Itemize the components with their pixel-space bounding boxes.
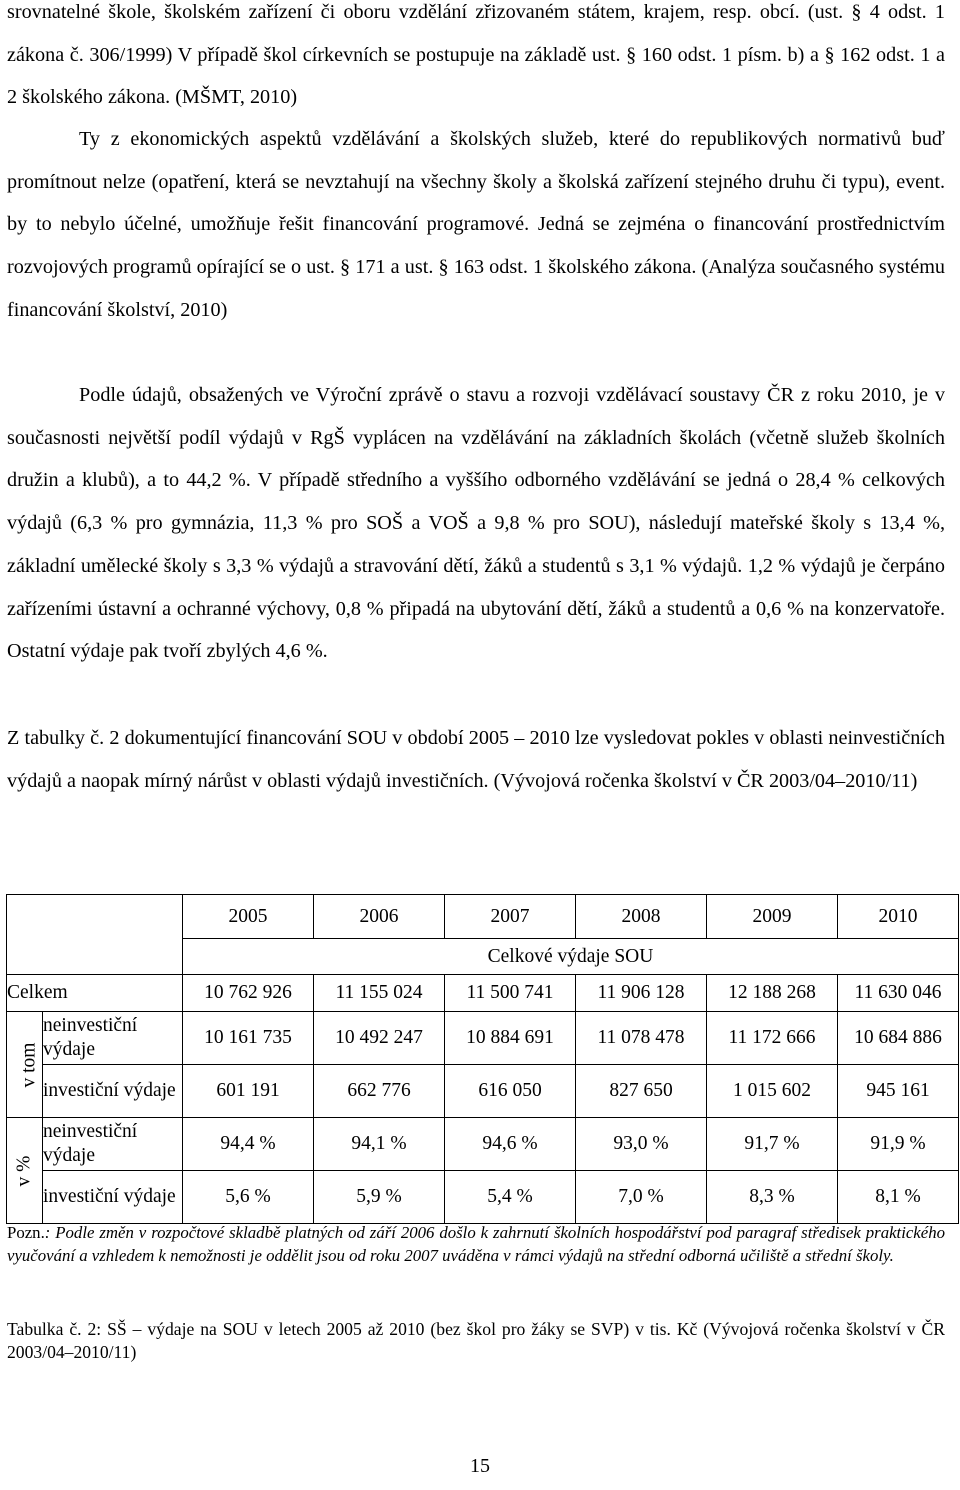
table-cell: 8,1 % [838, 1171, 959, 1224]
table-cell: 7,0 % [576, 1171, 707, 1224]
empty-corner-cell [7, 895, 183, 975]
table-cell: 94,4 % [183, 1118, 314, 1171]
year-header: 2010 [838, 895, 959, 939]
table-cell: 616 050 [445, 1065, 576, 1118]
table-cell: 11 906 128 [576, 975, 707, 1012]
table-cell: 91,9 % [838, 1118, 959, 1171]
table-subheader: Celkové výdaje SOU [183, 939, 959, 975]
table-cell: 11 155 024 [314, 975, 445, 1012]
row-label: investiční výdaje [43, 1171, 183, 1224]
table-cell: 601 191 [183, 1065, 314, 1118]
row-label: investiční výdaje [43, 1065, 183, 1118]
year-header: 2009 [707, 895, 838, 939]
table-cell: 10 884 691 [445, 1012, 576, 1065]
table-cell: 12 188 268 [707, 975, 838, 1012]
expenditure-table [6, 894, 959, 1224]
table-cell: 11 500 741 [445, 975, 576, 1012]
total-row [7, 975, 959, 1012]
table-cell: 10 684 886 [838, 1012, 959, 1065]
table-cell: 945 161 [838, 1065, 959, 1118]
year-header: 2007 [445, 895, 576, 939]
table-cell: 5,4 % [445, 1171, 576, 1224]
row-label: neinvestiční výdaje [43, 1012, 183, 1065]
year-header: 2006 [314, 895, 445, 939]
table-cell: 10 762 926 [183, 975, 314, 1012]
year-header: 2008 [576, 895, 707, 939]
paragraph-annual-report: Podle údajů, obsažených ve Výroční zprávě o stavu a rozvoji vzdělávací soustavy ČR z roku 2010, je v současnosti největší podíl výdajů v RgŠ vyplácen na vzdělávání na základních školách (včetně služeb školních družin a klubů), a to 44,2 %. V případě středního a vyššího odborného vzdělávání se jedná o 28,4 % celkových výdajů (6,3 % pro gymnázia, 11,3 % pro SOŠ a VOŠ a 9,8 % pro SOU), následují mateřské školy s 13,4 %, základní umělecké školy s 3,3 % výdajů a stravování dětí, žáků a studentů s 3,1 % výdajů. 1,2 % výdajů je čerpáno zařízeními ústavní a ochranné výchovy, 0,8 % připadá na ubytování dětí, žáků a studentů a 0,6 % na konzervatoře. Ostatní výdaje pak tvoří zbylých 4,6 %. [7, 384, 945, 663]
pct-investment-row [7, 1171, 959, 1224]
table-cell: 94,1 % [314, 1118, 445, 1171]
table-cell: 8,3 % [707, 1171, 838, 1224]
table-cell: 5,9 % [314, 1171, 445, 1224]
table-cell: 10 161 735 [183, 1012, 314, 1065]
table-cell: 11 630 046 [838, 975, 959, 1012]
table-caption: Tabulka č. 2: SŠ – výdaje na SOU v letech 2005 až 2010 (bez škol pro žáky se SVP) v tis. Kč (Vývojová ročenka školství v ČR 2003/04–2010/11) [7, 1319, 945, 1362]
total-label: Celkem [7, 975, 183, 1012]
group-label-v-tom: v tom [7, 1012, 43, 1118]
table-cell: 91,7 % [707, 1118, 838, 1171]
table-note [7, 1222, 945, 1268]
table-cell: 1 015 602 [707, 1065, 838, 1118]
table-cell: 11 078 478 [576, 1012, 707, 1065]
paragraph-continued: srovnatelné škole, školském zařízení či oboru vzdělání zřizovaném státem, krajem, resp. obcí. (ust. § 4 odst. 1 zákona č. 306/1999) V případě škol církevních se postupuje na základě ust. § 160 odst. 1 písm. b) a § 162 odst. 1 a 2 školského zákona. (MŠMT, 2010) [7, 1, 945, 109]
table-cell: 11 172 666 [707, 1012, 838, 1065]
tom-investment-row [7, 1065, 959, 1118]
tom-noninvestment-row [7, 1012, 959, 1065]
page-number: 15 [470, 1455, 490, 1477]
paragraph-table-summary: Z tabulky č. 2 dokumentující financování SOU v období 2005 – 2010 lze vysledovat pokles v oblasti neinvestičních výdajů a naopak mírný nárůst v oblasti výdajů investičních. (Vývojová ročenka školství v ČR 2003/04–2010/11) [7, 727, 945, 792]
table-cell: 93,0 % [576, 1118, 707, 1171]
group-label-v-procentech: v % [7, 1118, 43, 1224]
table-cell: 94,6 % [445, 1118, 576, 1171]
table-cell: 5,6 % [183, 1171, 314, 1224]
row-label: neinvestiční výdaje [43, 1118, 183, 1171]
paragraph-normative-aspects: Ty z ekonomických aspektů vzdělávání a školských služeb, které do republikových normativů buď promítnout nelze (opatření, která se nevztahují na všechny školy a školská zařízení stejného druhu či typu), event. by to nebylo účelné, umožňuje řešit financování programové. Jedná se zejména o financování prostřednictvím rozvojových programů opírající se o ust. § 171 a ust. § 163 odst. 1 školského zákona. (Analýza současného systému financování školství, 2010) [7, 128, 945, 321]
year-header: 2005 [183, 895, 314, 939]
note-text: : Podle změn v rozpočtové skladbě platných od září 2006 došlo k zahrnutí školních hospodářství pod paragraf středisek praktického vyučování a vzhledem k nemožnosti je oddělit jsou od roku 2007 uváděna v rámci výdajů na střední odborná učiliště a střední školy. [7, 1223, 945, 1265]
year-header-row [7, 895, 959, 939]
table-cell: 10 492 247 [314, 1012, 445, 1065]
table-cell: 662 776 [314, 1065, 445, 1118]
note-key: Pozn. [7, 1223, 45, 1242]
table-cell: 827 650 [576, 1065, 707, 1118]
pct-noninvestment-row [7, 1118, 959, 1171]
